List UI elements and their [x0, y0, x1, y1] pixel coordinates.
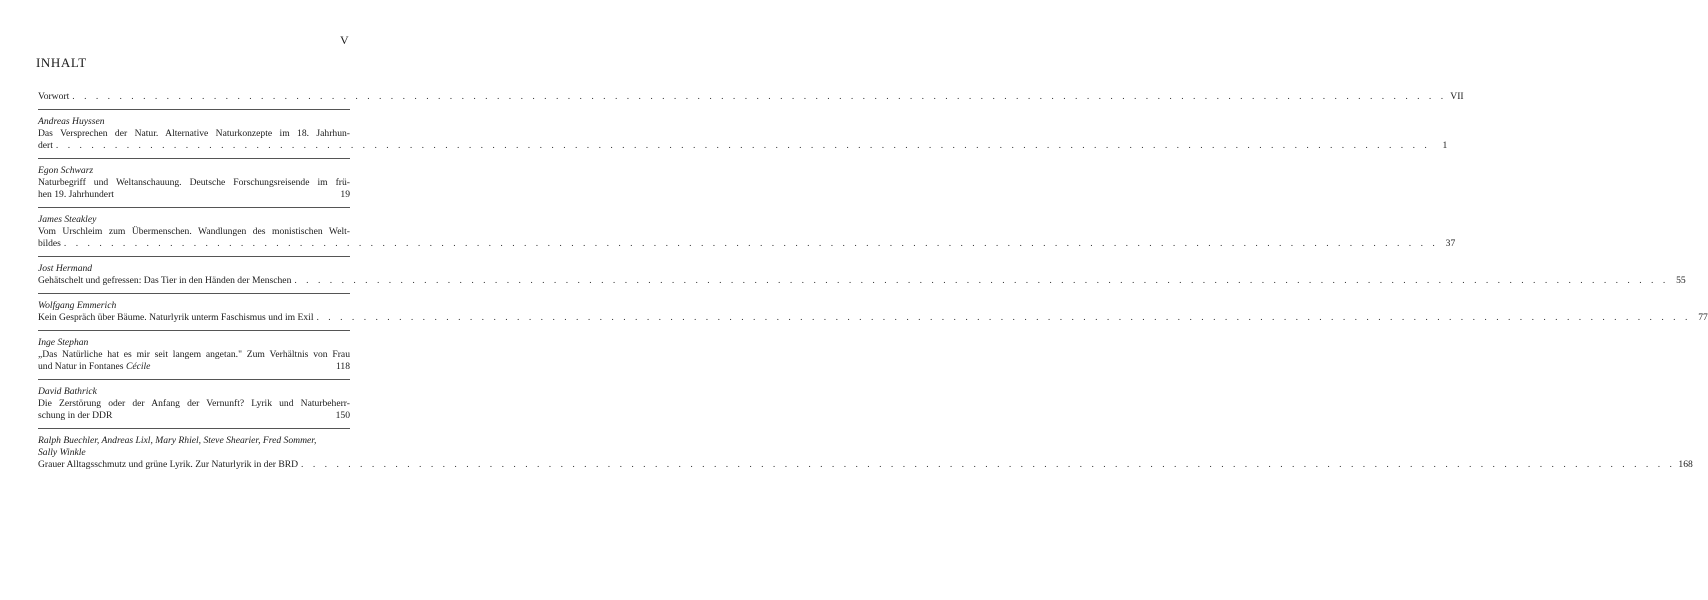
toc-page-number: 37 [1445, 238, 1456, 249]
toc-entry [38, 331, 350, 379]
toc-author: Egon Schwarz [38, 165, 94, 176]
table-of-contents [38, 90, 1708, 477]
toc-entry [38, 429, 1693, 477]
leader-dots [64, 238, 1438, 250]
toc-author: Sally Winkle [38, 447, 86, 458]
toc-entry-foreword [38, 90, 1464, 109]
toc-title-line: Grauer Alltagsschmutz und grüne Lyrik. Zur Naturlyrik in der BRD [38, 459, 299, 470]
toc-title-line: hen 19. Jahrhundert [38, 189, 114, 200]
leader-dots [72, 91, 1446, 103]
toc-author: James Steakley [38, 214, 97, 225]
toc-title-line: Kein Gespräch über Bäume. Naturlyrik unterm Faschismus und im Exil [38, 312, 314, 323]
toc-entry [38, 110, 1448, 158]
toc-entry [38, 380, 350, 428]
leader-dots [317, 312, 1691, 324]
toc-page-number: VII [1450, 91, 1464, 102]
page-number: V [340, 33, 350, 47]
toc-author: David Bathrick [38, 386, 97, 397]
toc-title-italic: Cécile [125, 361, 151, 372]
leader-dots [56, 140, 1430, 152]
toc-author: Ralph Buechler, Andreas Lixl, Mary Rhiel, Steve Shearier, Fred Sommer, [38, 435, 317, 446]
toc-title-line: dert [38, 140, 53, 151]
toc-title: Vorwort [38, 91, 70, 102]
toc-page-number: 55 [1676, 275, 1686, 286]
toc-page-number: 150 [335, 410, 350, 421]
toc-entry [38, 208, 1456, 256]
leader-dots [294, 275, 1668, 287]
toc-page-number: 118 [335, 361, 350, 372]
toc-author: Andreas Huyssen [38, 116, 105, 127]
toc-title-line: Die Zerstörung oder der Anfang der Vernunft? Lyrik und Naturbeherr- [38, 398, 350, 409]
toc-entry [38, 257, 1686, 293]
toc-title-line: schung in der DDR [38, 410, 113, 421]
toc-heading: INHALT [36, 55, 87, 70]
toc-page-number: 77 [1698, 312, 1708, 323]
toc-page-number: 1 [1442, 140, 1448, 151]
toc-entry [38, 159, 350, 207]
toc-author: Jost Hermand [38, 263, 93, 274]
toc-title-line: Naturbegriff und Weltanschauung. Deutsche Forschungsreisende im frü- [38, 177, 350, 188]
toc-author: Wolfgang Emmerich [38, 300, 117, 311]
toc-title-line [38, 361, 150, 373]
toc-author: Inge Stephan [38, 337, 89, 348]
toc-page-number: 168 [1678, 459, 1693, 470]
toc-title-line: „Das Natürliche hat es mir seit langem angetan." Zum Verhältnis von Frau [38, 349, 350, 360]
toc-title-line: Vom Urschleim zum Übermenschen. Wandlungen des monistischen Welt- [38, 226, 350, 237]
leader-dots [301, 459, 1675, 471]
toc-page-number: 19 [340, 189, 350, 200]
toc-title-line: Das Versprechen der Natur. Alternative Naturkonzepte im 18. Jahrhun- [38, 128, 350, 139]
toc-title-line: bildes [38, 238, 61, 249]
toc-title-text: und Natur in Fontanes [38, 361, 126, 372]
toc-entry [38, 294, 1708, 330]
toc-title-line: Gehätschelt und gefressen: Das Tier in den Händen der Menschen [38, 275, 292, 286]
